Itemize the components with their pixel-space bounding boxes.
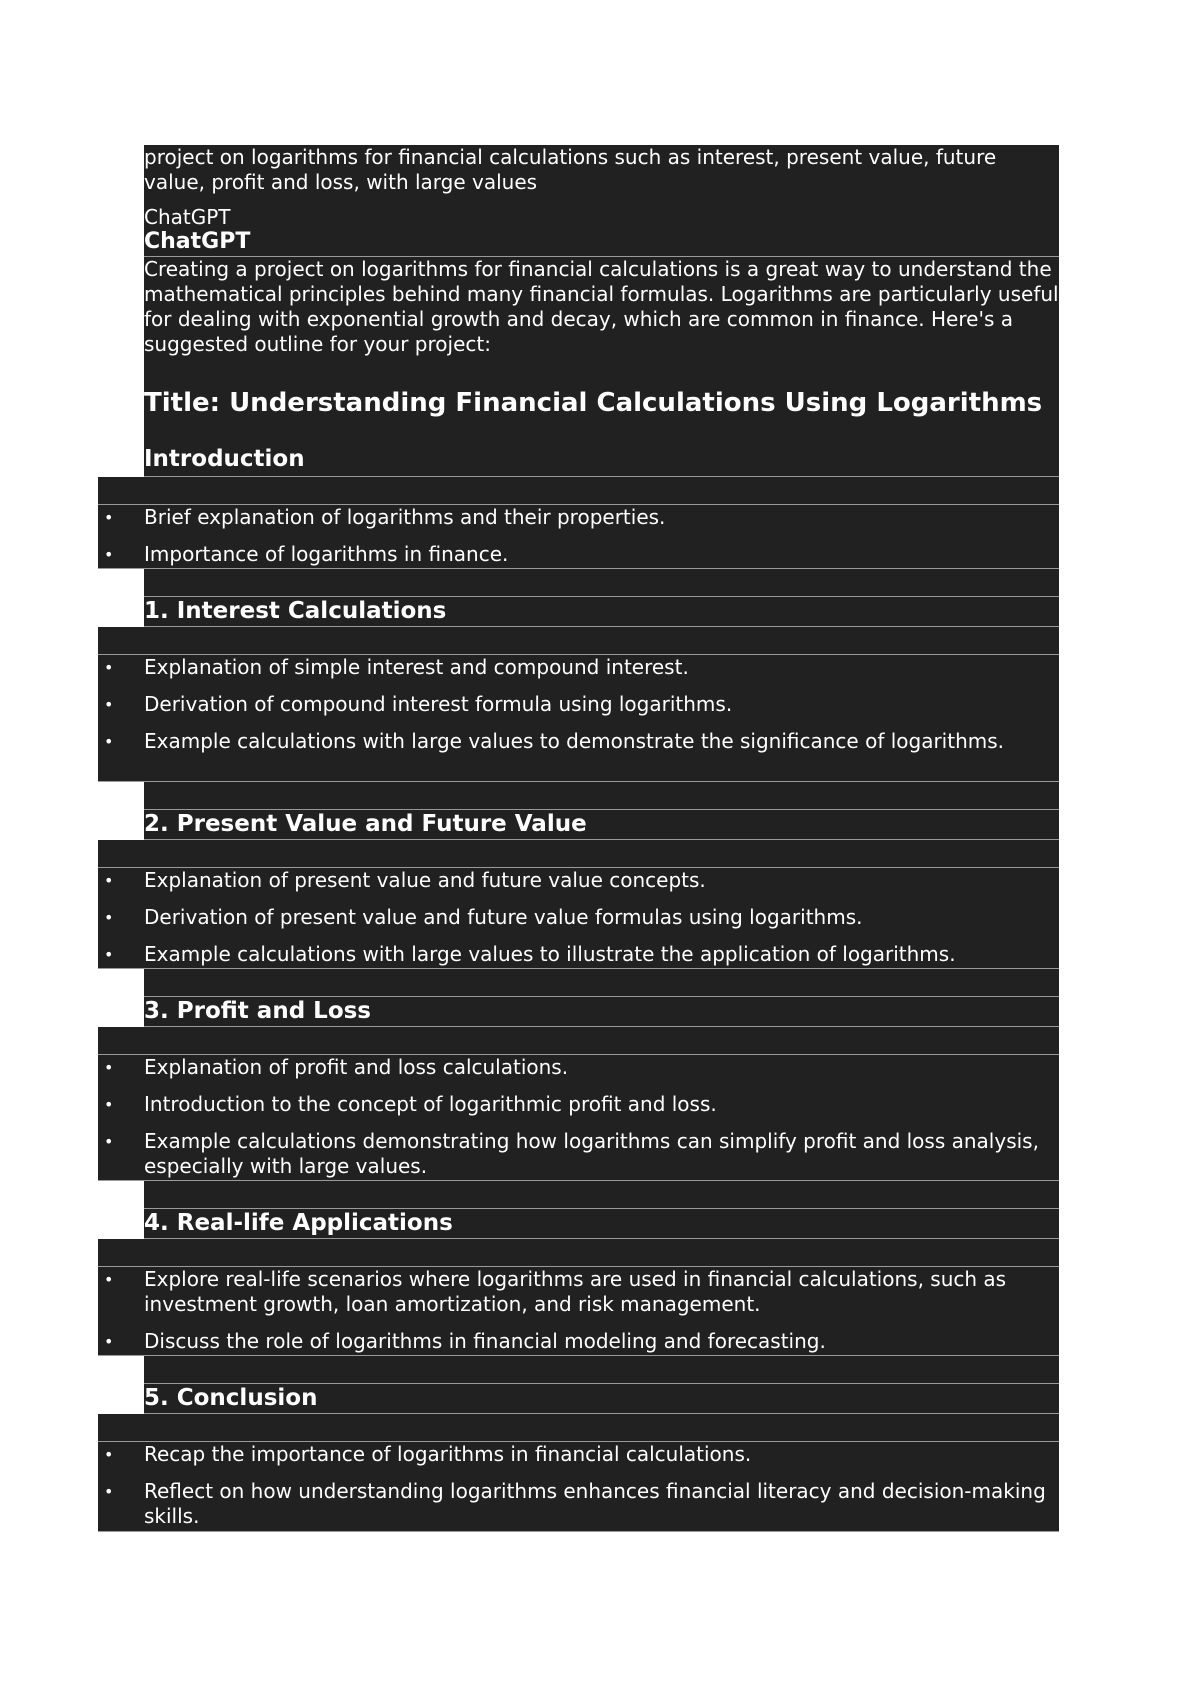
bullet-icon: •: [104, 908, 114, 927]
bullet-icon: •: [104, 1132, 114, 1151]
list-item: Explanation of present value and future value concepts.: [144, 868, 706, 892]
bullet-icon: •: [104, 871, 114, 890]
spacer-bar: [144, 782, 1059, 810]
bullet-icon: •: [104, 658, 114, 677]
section-heading: Introduction: [144, 446, 305, 472]
bullet-icon: •: [104, 1058, 114, 1077]
section-heading: 3. Profit and Loss: [144, 998, 372, 1024]
user-prompt: project on logarithms for financial calculations such as interest, present value, future value, profit and loss, with large values: [144, 145, 997, 194]
bullet-icon: •: [104, 1270, 114, 1289]
bullet-icon: •: [104, 732, 114, 751]
spacer-bar: [98, 1027, 1059, 1055]
bullet-icon: •: [104, 508, 114, 527]
spacer-bar: [98, 477, 1059, 505]
list-item: Example calculations with large values to illustrate the application of logarithms.: [144, 942, 956, 966]
document-title: Title: Understanding Financial Calculations Using Logarithms: [144, 388, 1043, 418]
speaker-label-bold: ChatGPT: [144, 229, 251, 254]
bullet-icon: •: [104, 945, 114, 964]
bullet-icon: •: [104, 1482, 114, 1501]
spacer-bar: [144, 1356, 1059, 1384]
list-item: Derivation of compound interest formula using logarithms.: [144, 692, 733, 716]
list-item: Explanation of profit and loss calculations.: [144, 1055, 569, 1079]
list-item: Explore real-life scenarios where logarithms are used in financial calculations, such as investment growth, loan amortization, and risk management.: [144, 1267, 1007, 1316]
spacer-bar: [98, 1239, 1059, 1267]
bullet-icon: •: [104, 545, 114, 564]
list-item: Example calculations with large values to demonstrate the significance of logarithms.: [144, 729, 1005, 753]
spacer-bar: [98, 1414, 1059, 1442]
section-heading: 2. Present Value and Future Value: [144, 811, 587, 837]
bullet-icon: •: [104, 1445, 114, 1464]
list-item: Reflect on how understanding logarithms enhances financial literacy and decision-making skills.: [144, 1479, 1046, 1528]
section-heading: 5. Conclusion: [144, 1385, 318, 1411]
spacer-bar: [144, 969, 1059, 997]
spacer-bar: [98, 627, 1059, 655]
section-heading: 4. Real-life Applications: [144, 1210, 453, 1236]
spacer-bar: [98, 840, 1059, 868]
intro-paragraph: Creating a project on logarithms for financial calculations is a great way to understand the mathematical principles behind many financial formulas. Logarithms are particularly useful for dealing with exponential growth and decay, which are common in finance. Here's a suggested outline for your project:: [144, 257, 1059, 356]
speaker-label: ChatGPT: [144, 205, 231, 229]
list-item: Recap the importance of logarithms in financial calculations.: [144, 1442, 752, 1466]
list-item: Discuss the role of logarithms in financial modeling and forecasting.: [144, 1329, 826, 1353]
bullet-icon: •: [104, 1332, 114, 1351]
bullet-icon: •: [104, 1095, 114, 1114]
spacer-bar: [144, 569, 1059, 597]
list-item: Explanation of simple interest and compound interest.: [144, 655, 689, 679]
list-item: Introduction to the concept of logarithmic profit and loss.: [144, 1092, 717, 1116]
list-item: Derivation of present value and future value formulas using logarithms.: [144, 905, 863, 929]
list-item: Example calculations demonstrating how logarithms can simplify profit and loss analysis, especially with large values.: [144, 1129, 1039, 1178]
bullet-icon: •: [104, 695, 114, 714]
list-item: Importance of logarithms in finance.: [144, 542, 509, 566]
spacer-bar: [144, 1181, 1059, 1209]
list-item: Brief explanation of logarithms and their properties.: [144, 505, 666, 529]
section-heading: 1. Interest Calculations: [144, 598, 447, 624]
